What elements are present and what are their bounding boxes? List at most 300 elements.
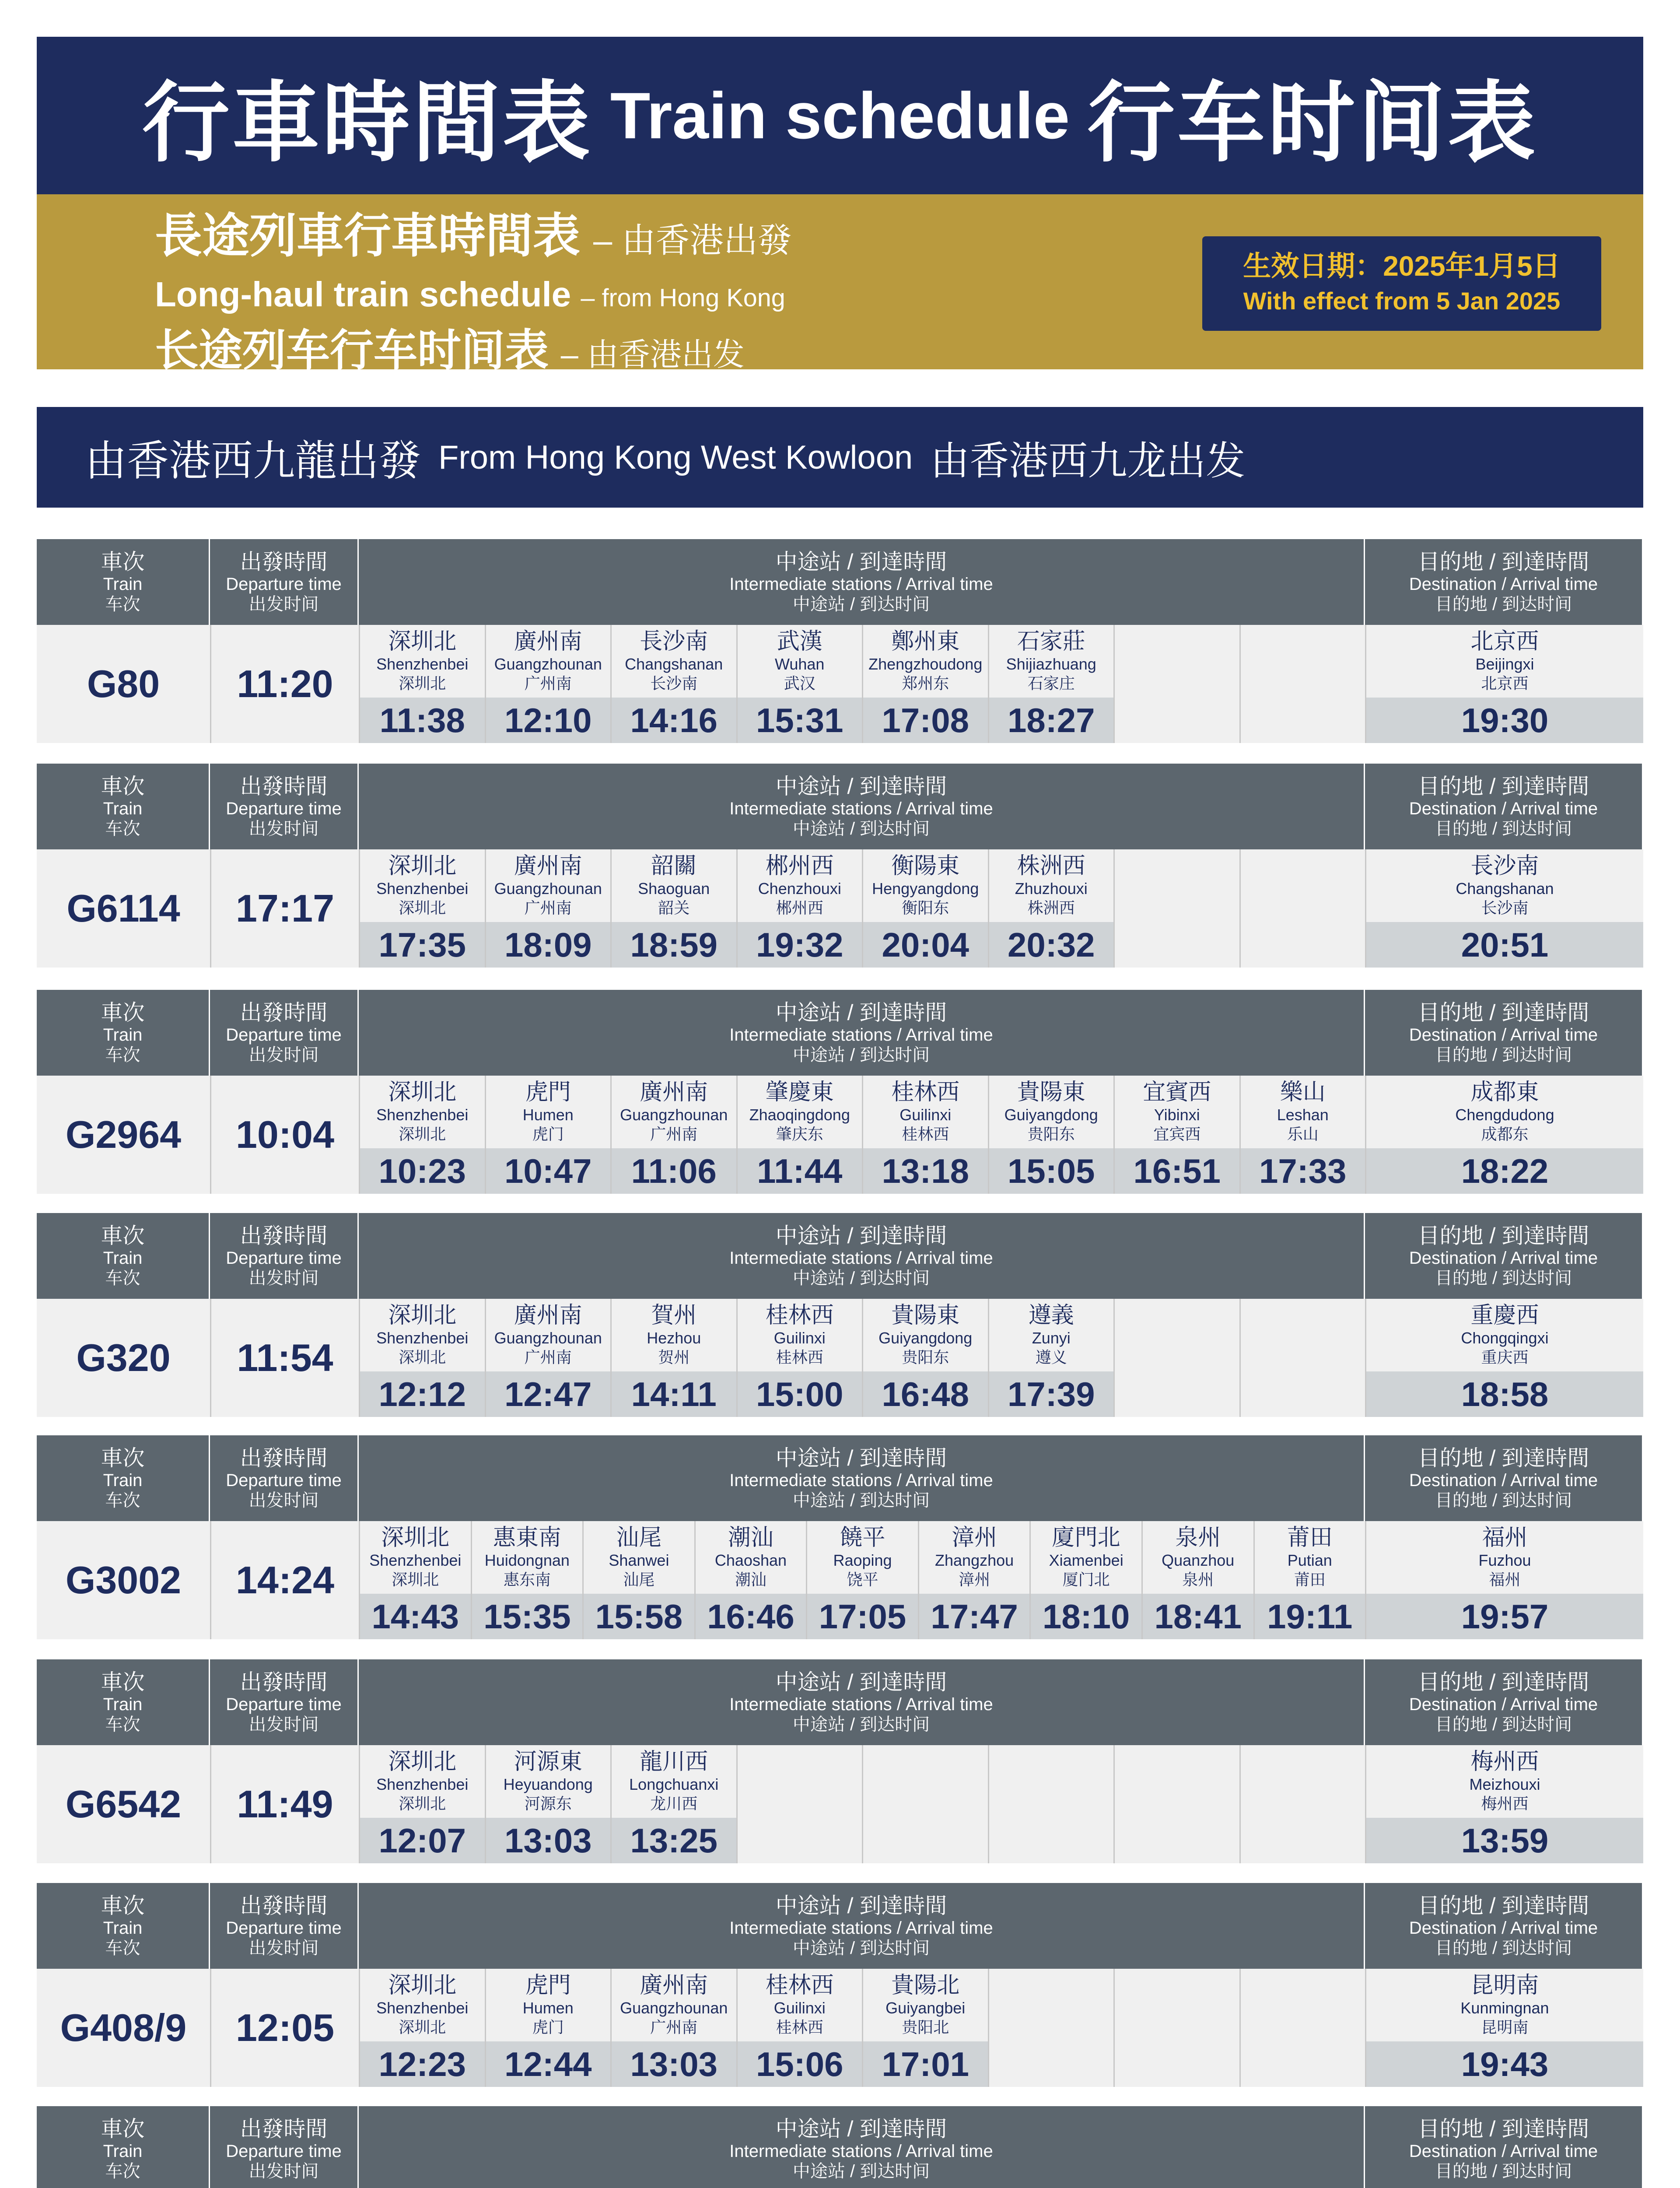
- station-name-en: Huidongnan: [484, 1551, 570, 1569]
- train-block: [37, 990, 1643, 1196]
- subtitle-tc: 長途列車行車時間表: [155, 209, 581, 262]
- station-name-tc: 廣州南: [514, 853, 582, 879]
- arrival-time: 18:59: [612, 922, 736, 968]
- intermediate-station: [918, 1521, 1030, 1639]
- arrival-time: [1115, 2041, 1239, 2087]
- station-name-en: Guangzhounan: [620, 1106, 728, 1124]
- header-train: [37, 1659, 210, 1745]
- station-name-tc: 廈門北: [1052, 1525, 1120, 1550]
- intermediate-station: [485, 1299, 611, 1417]
- train-number: G80: [37, 625, 210, 743]
- header-train-label: 車次: [101, 1446, 145, 1470]
- destination-name-en: Meizhouxi: [1469, 1775, 1540, 1793]
- intermediate-station: [359, 1076, 485, 1194]
- station-name-sc: 贺州: [658, 1348, 690, 1366]
- intermediate-station: [359, 1521, 471, 1639]
- station-name-en: Leshan: [1277, 1106, 1329, 1124]
- destination-arrival-time: 20:51: [1366, 922, 1643, 968]
- intermediate-station: [988, 625, 1114, 743]
- station-name-sc: 遵义: [1035, 1348, 1067, 1366]
- station-name-sc: 广州南: [524, 674, 572, 692]
- header-destination: [1365, 764, 1643, 849]
- station-name-sc: 桂林西: [902, 1125, 949, 1143]
- arrival-time: 17:33: [1241, 1148, 1365, 1194]
- departure-time: 10:04: [210, 1076, 359, 1194]
- header-intermediate-label: Intermediate stations / Arrival time: [729, 1248, 993, 1268]
- train-block: [37, 1659, 1643, 1865]
- arrival-time: 15:58: [584, 1594, 694, 1639]
- station-name-en: Hengyangdong: [872, 880, 979, 898]
- arrival-time: [1241, 2041, 1365, 2087]
- empty-station-slot: [1239, 1299, 1365, 1417]
- station-name-tc: 鄭州東: [891, 629, 960, 654]
- departure-time: 12:05: [210, 1969, 359, 2087]
- empty-station-slot: [1239, 1969, 1365, 2087]
- header-departure-label: 出发时间: [248, 2162, 319, 2181]
- header-train-label: 车次: [105, 1939, 140, 1958]
- station-name-sc: 深圳北: [392, 1571, 439, 1588]
- header-train-label: Train: [103, 1918, 143, 1938]
- header-destination: [1365, 539, 1643, 625]
- header-destination-label: 目的地 / 到達時間: [1418, 1893, 1589, 1918]
- station-name-sc: 河源东: [524, 1795, 572, 1813]
- station-name-en: Guilinxi: [774, 1329, 826, 1347]
- header-intermediate: [359, 990, 1365, 1076]
- header-departure: [210, 2106, 359, 2188]
- origin-sc: 由香港西九龙出发: [930, 439, 1246, 483]
- arrival-time: 15:00: [738, 1371, 862, 1417]
- station-name-en: Raoping: [833, 1551, 892, 1569]
- header-departure-label: 出發時間: [240, 1000, 328, 1025]
- arrival-time: [1241, 698, 1365, 743]
- empty-station-slot: [988, 1969, 1114, 2087]
- station-name-sc: 深圳北: [399, 2018, 446, 2036]
- intermediate-station: [610, 1745, 736, 1863]
- intermediate-stations: [359, 625, 1365, 743]
- intermediate-station: [736, 625, 862, 743]
- station-name-sc: 桂林西: [776, 2018, 823, 2036]
- station-name-sc: 肇庆东: [776, 1125, 823, 1143]
- header-train-label: 車次: [101, 1224, 145, 1248]
- header-departure-label: Departure time: [226, 575, 342, 594]
- arrival-time: 13:03: [486, 1818, 611, 1863]
- station-name-en: Guiyangbei: [886, 1999, 966, 2017]
- header-departure-label: 出发时间: [248, 1939, 319, 1958]
- destination-name-sc: 重庆西: [1481, 1348, 1529, 1366]
- arrival-time: [1115, 1818, 1239, 1863]
- header-departure: [210, 990, 359, 1076]
- destination-name-sc: 成都东: [1481, 1125, 1529, 1143]
- destination-arrival-time: 19:57: [1366, 1594, 1643, 1639]
- header-intermediate-label: 中途站 / 到达时间: [792, 595, 930, 614]
- station-name-tc: 韶關: [651, 853, 697, 879]
- train-block: [37, 764, 1643, 969]
- header-intermediate-label: 中途站 / 到達時間: [775, 550, 947, 574]
- station-name-tc: 遵義: [1028, 1303, 1074, 1328]
- destination-arrival-time: 18:58: [1366, 1371, 1643, 1417]
- header-intermediate-label: Intermediate stations / Arrival time: [729, 2142, 993, 2161]
- subtitle-en-sub: – from Hong Kong: [581, 284, 785, 312]
- station-name-en: Zhuzhouxi: [1015, 880, 1088, 898]
- header-train-label: 车次: [105, 2162, 140, 2181]
- arrival-time: 15:05: [989, 1148, 1114, 1194]
- header-intermediate: [359, 1213, 1365, 1299]
- intermediate-station: [610, 849, 736, 968]
- arrival-time: 10:23: [360, 1148, 485, 1194]
- header-departure: [210, 1435, 359, 1521]
- station-name-sc: 泉州: [1182, 1571, 1214, 1588]
- intermediate-station: [862, 1299, 988, 1417]
- destination-arrival-time: 18:22: [1366, 1148, 1643, 1194]
- empty-station-slot: [736, 1745, 862, 1863]
- header-intermediate-label: 中途站 / 到达时间: [792, 1491, 930, 1510]
- header-destination-label: 目的地 / 到达时间: [1435, 819, 1572, 838]
- station-name-en: Xiamenbei: [1049, 1551, 1124, 1569]
- intermediate-station: [736, 1969, 862, 2087]
- header-departure-label: 出發時間: [240, 1224, 328, 1248]
- header-intermediate: [359, 764, 1365, 849]
- destination-name-tc: 昆明南: [1470, 1973, 1539, 1998]
- intermediate-station: [359, 849, 485, 968]
- station-name-en: Guangzhounan: [494, 880, 602, 898]
- intermediate-station: [359, 1969, 485, 2087]
- station-name-sc: 莆田: [1294, 1571, 1326, 1588]
- destination-name-tc: 成都東: [1470, 1080, 1539, 1105]
- intermediate-station: [988, 1299, 1114, 1417]
- header-destination-label: Destination / Arrival time: [1409, 1695, 1598, 1714]
- header-destination: [1365, 990, 1643, 1076]
- arrival-time: [738, 1818, 862, 1863]
- header-train: [37, 2106, 210, 2188]
- table-header-row: [37, 2106, 1643, 2188]
- header-destination-label: Destination / Arrival time: [1409, 1471, 1598, 1490]
- station-name-tc: 貴陽東: [1017, 1080, 1085, 1105]
- header-intermediate: [359, 2106, 1365, 2188]
- header-departure: [210, 1213, 359, 1299]
- station-name-sc: 桂林西: [776, 1348, 823, 1366]
- destination-name-tc: 長沙南: [1470, 853, 1539, 879]
- station-name-sc: 郴州西: [776, 899, 823, 917]
- arrival-time: [989, 1818, 1114, 1863]
- arrival-time: 18:27: [989, 698, 1114, 743]
- arrival-time: 11:38: [360, 698, 485, 743]
- header-intermediate-label: 中途站 / 到达时间: [792, 819, 930, 838]
- station-name-tc: 深圳北: [388, 1303, 457, 1328]
- departure-time: 11:49: [210, 1745, 359, 1863]
- intermediate-station: [806, 1521, 918, 1639]
- header-destination-label: 目的地 / 到達時間: [1418, 1446, 1589, 1470]
- station-name-tc: 郴州西: [765, 853, 834, 879]
- header-train-label: 车次: [105, 819, 140, 838]
- header-departure-label: 出發時間: [240, 1893, 328, 1918]
- header-departure-label: 出发时间: [248, 1269, 319, 1288]
- station-name-sc: 深圳北: [399, 899, 446, 917]
- destination-name-tc: 重慶西: [1470, 1303, 1539, 1328]
- intermediate-stations: [359, 1076, 1365, 1194]
- header-destination-label: Destination / Arrival time: [1409, 575, 1598, 594]
- header-intermediate-label: 中途站 / 到達時間: [775, 2117, 947, 2141]
- intermediate-station: [694, 1521, 806, 1639]
- header-intermediate-label: 中途站 / 到达时间: [792, 1939, 930, 1958]
- station-name-en: Hezhou: [647, 1329, 701, 1347]
- station-name-en: Shanwei: [609, 1551, 669, 1569]
- station-name-tc: 龍川西: [640, 1749, 708, 1774]
- empty-station-slot: [1113, 1745, 1239, 1863]
- arrival-time: 17:47: [919, 1594, 1030, 1639]
- arrival-time: 13:03: [612, 2041, 736, 2087]
- subtitle-sc-sub: – 由香港出发: [560, 337, 745, 372]
- subheader-bar: [37, 194, 1643, 375]
- destination-name-tc: 北京西: [1470, 629, 1539, 654]
- header-departure: [210, 539, 359, 625]
- station-name-sc: 虎门: [532, 2018, 564, 2036]
- header-departure-label: Departure time: [226, 2142, 342, 2161]
- destination: [1365, 1299, 1643, 1417]
- arrival-time: 17:39: [989, 1371, 1114, 1417]
- station-name-sc: 广州南: [650, 1125, 698, 1143]
- station-name-tc: 深圳北: [388, 1973, 457, 1998]
- destination-name-tc: 梅州西: [1470, 1749, 1539, 1774]
- header-departure-label: 出发时间: [248, 1715, 319, 1734]
- station-name-en: Shenzhenbei: [376, 1999, 469, 2017]
- station-name-tc: 虎門: [525, 1973, 571, 1998]
- header-train-label: 車次: [101, 2117, 145, 2141]
- station-name-en: Guangzhounan: [620, 1999, 728, 2017]
- intermediate-station: [359, 625, 485, 743]
- header-train: [37, 1213, 210, 1299]
- title-tc: 行車時間表: [142, 74, 593, 172]
- header-intermediate: [359, 1883, 1365, 1969]
- subtitle-en: Long-haul train schedule: [155, 275, 571, 314]
- intermediate-station: [862, 625, 988, 743]
- arrival-time: [1115, 1371, 1239, 1417]
- header-train-label: 车次: [105, 1269, 140, 1288]
- header-destination-label: 目的地 / 到達時間: [1418, 2117, 1589, 2141]
- header-train-label: Train: [103, 1025, 143, 1045]
- effective-date-tc: 生效日期：2025年1月5日: [1243, 250, 1561, 282]
- station-name-en: Humen: [522, 1999, 574, 2017]
- header-departure-label: 出發時間: [240, 1670, 328, 1694]
- station-name-tc: 石家莊: [1017, 629, 1085, 654]
- intermediate-station: [359, 1745, 485, 1863]
- destination: [1365, 1745, 1643, 1863]
- header-destination-label: 目的地 / 到达时间: [1435, 1939, 1572, 1958]
- station-name-tc: 廣州南: [514, 1303, 582, 1328]
- header-destination-label: 目的地 / 到達時間: [1418, 550, 1589, 574]
- station-name-tc: 河源東: [514, 1749, 582, 1774]
- station-name-tc: 宜賓西: [1143, 1080, 1211, 1105]
- departure-time: 14:24: [210, 1521, 359, 1639]
- station-name-en: Changshanan: [625, 655, 723, 673]
- header-train-label: 車次: [101, 774, 145, 799]
- header-intermediate-label: Intermediate stations / Arrival time: [729, 1025, 993, 1045]
- station-name-tc: 汕尾: [616, 1525, 662, 1550]
- header-destination-label: Destination / Arrival time: [1409, 1025, 1598, 1045]
- station-name-en: Zhengzhoudong: [868, 655, 983, 673]
- header-departure: [210, 1659, 359, 1745]
- arrival-time: 17:05: [807, 1594, 918, 1639]
- station-name-sc: 惠东南: [503, 1571, 551, 1588]
- station-name-sc: 饶平: [847, 1571, 878, 1588]
- destination-name-sc: 梅州西: [1481, 1795, 1529, 1813]
- station-name-sc: 宜宾西: [1153, 1125, 1201, 1143]
- header-intermediate-label: 中途站 / 到達時間: [775, 774, 947, 799]
- destination-name-en: Fuzhou: [1478, 1551, 1531, 1569]
- destination-name-en: Kunmingnan: [1460, 1999, 1549, 2017]
- intermediate-station: [988, 1076, 1114, 1194]
- effective-date-badge: [1202, 236, 1601, 331]
- station-name-tc: 株洲西: [1017, 853, 1085, 879]
- header-intermediate-label: 中途站 / 到达时间: [792, 1269, 930, 1288]
- header-train-label: 車次: [101, 1000, 145, 1025]
- header-train: [37, 764, 210, 849]
- intermediate-station: [485, 1969, 611, 2087]
- title-sc: 行车时间表: [1087, 74, 1538, 172]
- header-train-label: 车次: [105, 595, 140, 614]
- intermediate-stations: [359, 1299, 1365, 1417]
- intermediate-stations: [359, 1521, 1365, 1639]
- station-name-tc: 貴陽東: [891, 1303, 960, 1328]
- station-name-en: Chenzhouxi: [758, 880, 841, 898]
- station-name-en: Zhaoqingdong: [749, 1106, 850, 1124]
- intermediate-station: [862, 1969, 988, 2087]
- train-number: G408/9: [37, 1969, 210, 2087]
- station-name-sc: 广州南: [524, 1348, 572, 1366]
- station-name-sc: 汕尾: [623, 1571, 655, 1588]
- station-name-en: Longchuanxi: [629, 1775, 719, 1793]
- destination-name-sc: 福州: [1489, 1571, 1521, 1588]
- intermediate-station: [736, 1299, 862, 1417]
- header-departure: [210, 1883, 359, 1969]
- destination-arrival-time: 19:30: [1366, 698, 1643, 743]
- table-header-row: [37, 1213, 1643, 1299]
- table-header-row: [37, 539, 1643, 625]
- station-name-tc: 虎門: [525, 1080, 571, 1105]
- header-intermediate: [359, 1435, 1365, 1521]
- station-name-sc: 潮汕: [735, 1571, 766, 1588]
- departure-time: 17:17: [210, 849, 359, 968]
- header-destination-label: 目的地 / 到达时间: [1435, 1491, 1572, 1510]
- header-intermediate-label: 中途站 / 到达时间: [792, 2162, 930, 2181]
- arrival-time: 16:48: [863, 1371, 988, 1417]
- arrival-time: 20:32: [989, 922, 1114, 968]
- destination: [1365, 1521, 1643, 1639]
- header-intermediate-label: 中途站 / 到达时间: [792, 1045, 930, 1065]
- station-name-tc: 惠東南: [493, 1525, 561, 1550]
- header-train-label: Train: [103, 575, 143, 594]
- arrival-time: [1241, 1818, 1365, 1863]
- header-train-label: Train: [103, 1471, 143, 1490]
- station-name-en: Guiyangdong: [878, 1329, 973, 1347]
- station-name-en: Guangzhounan: [494, 655, 602, 673]
- destination-name-en: Chengdudong: [1455, 1106, 1554, 1124]
- intermediate-station: [1141, 1521, 1253, 1639]
- station-name-tc: 廣州南: [640, 1973, 708, 1998]
- arrival-time: [1241, 1371, 1365, 1417]
- station-name-tc: 深圳北: [388, 1749, 457, 1774]
- header-departure-label: 出發時間: [240, 774, 328, 799]
- header-intermediate: [359, 539, 1365, 625]
- header-destination-label: Destination / Arrival time: [1409, 799, 1598, 818]
- station-name-tc: 桂林西: [765, 1303, 834, 1328]
- station-name-tc: 桂林西: [891, 1080, 960, 1105]
- arrival-time: 12:44: [486, 2041, 611, 2087]
- arrival-time: 12:10: [486, 698, 611, 743]
- station-name-en: Shenzhenbei: [376, 1775, 469, 1793]
- empty-station-slot: [1113, 625, 1239, 743]
- train-block: [37, 1435, 1643, 1641]
- header-destination-label: 目的地 / 到达时间: [1435, 1045, 1572, 1065]
- destination-name-sc: 长沙南: [1481, 899, 1529, 917]
- arrival-time: 18:41: [1143, 1594, 1253, 1639]
- header-departure-label: 出发时间: [248, 1045, 319, 1065]
- table-header-row: [37, 1435, 1643, 1521]
- intermediate-station: [862, 849, 988, 968]
- empty-station-slot: [1113, 849, 1239, 968]
- header-departure-label: 出发时间: [248, 595, 319, 614]
- intermediate-station: [1113, 1076, 1239, 1194]
- arrival-time: 11:06: [612, 1148, 736, 1194]
- arrival-time: 14:16: [612, 698, 736, 743]
- station-name-en: Shaoguan: [638, 880, 710, 898]
- arrival-time: 11:44: [738, 1148, 862, 1194]
- header-destination-label: Destination / Arrival time: [1409, 2142, 1598, 2161]
- station-name-en: Shenzhenbei: [376, 1106, 469, 1124]
- title-bar: [37, 37, 1643, 194]
- header-train-label: Train: [103, 799, 143, 818]
- arrival-time: [1115, 698, 1239, 743]
- title-en: Train schedule: [610, 78, 1070, 152]
- station-name-tc: 深圳北: [388, 629, 457, 654]
- header-departure-label: Departure time: [226, 1695, 342, 1714]
- departure-time: 11:20: [210, 625, 359, 743]
- header-train-label: 车次: [105, 1045, 140, 1065]
- header-train-label: 車次: [101, 550, 145, 574]
- station-name-sc: 贵阳东: [1027, 1125, 1075, 1143]
- arrival-time: 19:32: [738, 922, 862, 968]
- station-name-en: Chaoshan: [714, 1551, 787, 1569]
- station-name-tc: 廣州南: [514, 629, 582, 654]
- station-name-en: Zunyi: [1032, 1329, 1071, 1347]
- station-name-tc: 貴陽北: [891, 1973, 960, 1998]
- station-name-tc: 深圳北: [381, 1525, 450, 1550]
- station-name-tc: 饒平: [840, 1525, 886, 1550]
- header-intermediate-label: 中途站 / 到達時間: [775, 1000, 947, 1025]
- header-destination-label: 目的地 / 到達時間: [1418, 1224, 1589, 1248]
- header-train-label: 车次: [105, 1715, 140, 1734]
- header-destination-label: Destination / Arrival time: [1409, 1248, 1598, 1268]
- train-number: G2964: [37, 1076, 210, 1194]
- station-name-tc: 莆田: [1287, 1525, 1333, 1550]
- header-destination-label: Destination / Arrival time: [1409, 1918, 1598, 1938]
- station-name-en: Zhangzhou: [935, 1551, 1014, 1569]
- arrival-time: 16:51: [1115, 1148, 1239, 1194]
- header-departure-label: 出發時間: [240, 2117, 328, 2141]
- header-intermediate-label: Intermediate stations / Arrival time: [729, 799, 993, 818]
- header-destination: [1365, 1659, 1643, 1745]
- intermediate-station: [1239, 1076, 1365, 1194]
- station-name-tc: 桂林西: [765, 1973, 834, 1998]
- train-block: [37, 2106, 1643, 2188]
- intermediate-stations: [359, 1745, 1365, 1863]
- arrival-time: 20:04: [863, 922, 988, 968]
- train-number: G6542: [37, 1745, 210, 1863]
- intermediate-station: [736, 849, 862, 968]
- station-name-en: Quanzhou: [1162, 1551, 1235, 1569]
- station-name-en: Wuhan: [775, 655, 825, 673]
- empty-station-slot: [1239, 625, 1365, 743]
- header-train-label: Train: [103, 1248, 143, 1268]
